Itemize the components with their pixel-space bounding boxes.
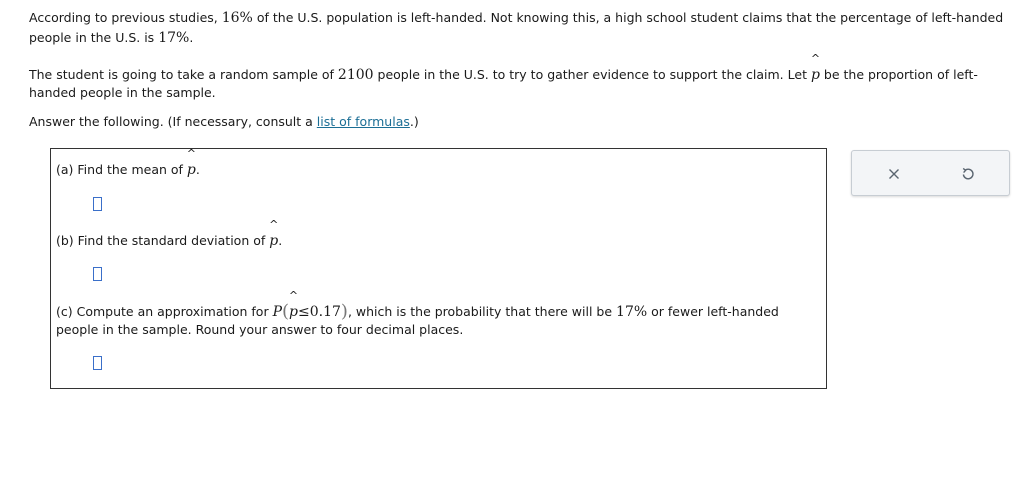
studies-percentage: 16% (221, 10, 253, 26)
close-icon (888, 168, 900, 180)
intro-text: of the U.S. population is left-handed. Not knowing this, a high school student claims that the percentage of left-handed people in the U.S. is (29, 10, 1004, 45)
claimed-percentage: 17% (158, 30, 190, 46)
intro-text: According to previous studies, (29, 10, 218, 25)
question-panel (50, 148, 827, 389)
list-of-formulas-link[interactable]: list of formulas (316, 114, 410, 129)
intro-text: . (189, 30, 194, 45)
sample-size: 2100 (337, 67, 374, 83)
intro-text: The student is going to take a random sample of (29, 67, 334, 82)
undo-icon (961, 167, 975, 181)
p-hat-symbol: ^ p (810, 52, 821, 83)
instructions-text: Answer the following. (If necessary, consult a (29, 114, 313, 129)
intro-paragraph-1 (29, 8, 1014, 48)
answer-c-input[interactable] (93, 356, 102, 370)
clear-button[interactable] (882, 162, 906, 186)
probability-symbol: P (272, 304, 283, 320)
question-b: (b) Find the standard deviation of ^ p. (56, 218, 283, 249)
intro-paragraph-2 (29, 52, 1024, 102)
undo-button[interactable] (956, 162, 980, 186)
answer-b-input[interactable] (93, 267, 102, 281)
question-c: (c) Compute an approximation for P( ^ p≤0.17), which is the probability that there will be 17% or fewer left-handed people in the sample. Round your answer to four decimal places. (56, 289, 779, 337)
p-hat-symbol: ^ p (186, 147, 197, 178)
intro-text: people in the U.S. to try to gather evidence to support the claim. Let (377, 67, 807, 82)
intro-text: be the proportion of left-handed people in the sample. (29, 67, 978, 100)
inequality: ≤0.17 (298, 304, 341, 320)
threshold-percentage: 17% (616, 304, 648, 320)
answer-a-input[interactable] (93, 197, 102, 211)
answer-tools-panel (851, 150, 1010, 196)
p-hat-symbol: ^ p (269, 218, 279, 249)
p-hat-symbol: ^ p (288, 289, 299, 320)
instructions (29, 112, 419, 132)
question-a: (a) Find the mean of ^ p. (56, 147, 200, 178)
instructions-text: .) (409, 114, 419, 129)
